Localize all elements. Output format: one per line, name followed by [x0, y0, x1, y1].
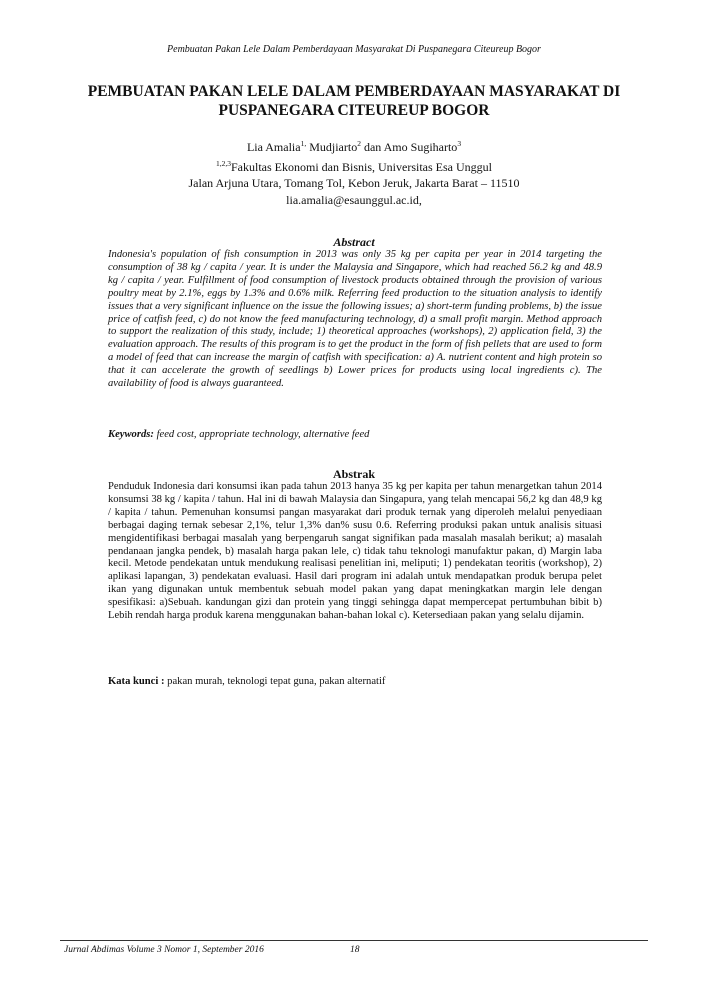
keywords-id-value: pakan murah, teknologi tepat guna, pakan alternatif [167, 676, 386, 687]
author-block [0, 136, 708, 208]
affiliation-sup: 1,2,3 [216, 158, 231, 168]
running-header: Pembuatan Pakan Lele Dalam Pemberdayaan Masyarakat Di Puspanegara Citeureup Bogor [167, 44, 541, 55]
author-3-name: Amo Sugiharto [383, 140, 458, 154]
keywords-en-value: feed cost, appropriate technology, alternative feed [156, 429, 370, 440]
email-line: lia.amalia@esaunggul.ac.id, [286, 192, 422, 207]
keywords-en [108, 428, 602, 441]
author-1-name: Lia Amalia [246, 140, 301, 154]
address-line: Jalan Arjuna Utara, Tomang Tol, Kebon Jeruk, Jakarta Barat – 11510 [188, 176, 520, 190]
page-number: 18 [350, 945, 360, 955]
keywords-id-label: Kata kunci : [108, 676, 165, 687]
author-line [0, 136, 708, 156]
author-2-sup: 2 [357, 139, 361, 148]
journal-footer: Jurnal Abdimas Volume 3 Nomor 1, September 2016 [64, 945, 264, 955]
abstract-en-heading: Abstract [333, 235, 375, 249]
author-2-name: Mudjiarto [309, 140, 358, 154]
keywords-en-label: Keywords: [108, 429, 154, 440]
affiliation: Fakultas Ekonomi dan Bisnis, Universitas Esa Unggul [231, 159, 492, 174]
abstract-en-text: Indonesia's population of fish consumption in 2013 was only 35 kg per capita per year in 2014 targeting the consumption of 38 kg / capita / year. It is under the Malaysia and Singapore, which had reached 56.2 kg and 48.9 kg / capita / year. Fulfillment of food consumption of livestock products obtained through the provision of various poultry meat by 2.1%, eggs by 1.3% and 0.6% milk. Referring feed production to the situation analysis to identify issues that a very significant influence on the issue the following issues; a) short-term funding problems, b) the issue price of catfish feed, c) do not know the feed manufacturing technology, d) a small profit margin. Method approach to support the realization of this study, include; 1) theoretical approaches (workshops), 2) application field, 3) the evaluation approach. The results of this program is to get the product in the form of fish pellets that are used to form a model of feed that can increase the margin of catfish with specification: a) A. nutrient content and high protein so that it can accelerate the growth of seedlings b) Lower prices for products using local ingredients c). The availability of food is always guaranteed. [108, 249, 602, 390]
affiliation-line [0, 156, 708, 176]
abstract-id-text: Penduduk Indonesia dari konsumsi ikan pada tahun 2013 hanya 35 kg per kapita per tahun menargetkan tahun 2014 konsumsi 38 kg / kapita / tahun. Hal ini di bawah Malaysia dan Singapura, yang telah mencapai 56,2 kg dan 48,9 kg / kapita / tahun. Pemenuhan konsumsi pangan masyarakat dari produk ternak yang diperoleh melalui penyediaan berbagai daging ternak sebesar 2,1%, telur 1,3% dan% susu 0.6. Referring produksi pakan untuk analisis situasi mengidentifikasi berbagai masalah yang berpengaruh sangat signifikan pada masalah masalah berikut; a) masalah pendanaan jangka pendek, b) masalah harga pakan lele, c) tidak tahu teknologi manufaktur pakan, d) Margin laba kecil. Metode pendekatan untuk mendukung realisasi penelitian ini, meliputi; 1) pendekatan teoritis (workshop), 2) aplikasi lapangan, 3) pendekatan evaluasi. Hasil dari program ini adalah untuk mendapatkan produk berupa pelet ikan yang digunakan untuk membentuk sebuah model pakan yang dapat meningkatkan margin lele dengan spesifikasi: a)Sebuah. kandungan gizi dan protein yang tinggi sehingga dapat mempercepat pertumbuhan bibit b) Lebih rendah harga produk karena menggunakan bahan-bahan lokal c). Ketersediaan pakan yang selalu dijamin. [108, 481, 602, 622]
paper-title: PEMBUATAN PAKAN LELE DALAM PEMBERDAYAAN MASYARAKAT DI PUSPANEGARA CITEUREUP BOGOR [87, 83, 621, 119]
keywords-id [108, 675, 602, 688]
author-3-sup: 3 [457, 139, 462, 148]
author-1-sup: 1, [300, 139, 307, 148]
author-conjunction: dan [363, 140, 382, 154]
abstract-id-heading: Abstrak [332, 467, 375, 481]
footer-rule [60, 940, 648, 941]
